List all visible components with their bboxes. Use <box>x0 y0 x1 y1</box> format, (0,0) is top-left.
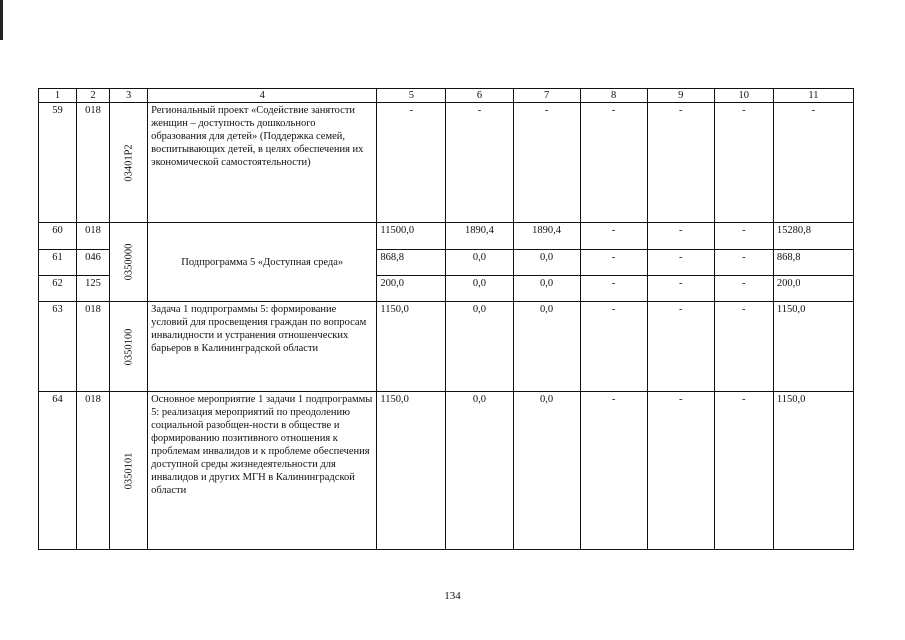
col-header: 4 <box>148 89 377 103</box>
value-cell: 0,0 <box>513 250 580 276</box>
row-number: 63 <box>39 302 77 392</box>
value-cell: - <box>714 250 773 276</box>
target-code-cell <box>110 103 148 223</box>
row-number: 62 <box>39 276 77 302</box>
value-cell: - <box>580 250 647 276</box>
value-cell: 200,0 <box>377 276 446 302</box>
grbs-code: 018 <box>77 103 110 223</box>
value-cell: - <box>377 103 446 223</box>
value-cell: - <box>513 103 580 223</box>
value-cell: - <box>773 103 853 223</box>
row-number: 64 <box>39 392 77 550</box>
target-code-cell <box>110 302 148 392</box>
value-cell: - <box>647 223 714 250</box>
value-cell: - <box>647 392 714 550</box>
value-cell: - <box>580 103 647 223</box>
table-row <box>39 223 854 250</box>
item-name: Подпрограмма 5 «Доступная среда» <box>148 223 377 302</box>
value-cell: 0,0 <box>446 392 513 550</box>
col-header: 10 <box>714 89 773 103</box>
value-cell: 868,8 <box>773 250 853 276</box>
value-cell: 1150,0 <box>377 302 446 392</box>
scan-edge-mark <box>0 0 3 40</box>
value-cell: 0,0 <box>446 302 513 392</box>
col-header: 5 <box>377 89 446 103</box>
value-cell: 1150,0 <box>773 392 853 550</box>
col-header: 2 <box>77 89 110 103</box>
target-code-cell <box>110 223 148 302</box>
value-cell: 0,0 <box>446 276 513 302</box>
column-number-row <box>39 89 854 103</box>
value-cell: - <box>714 276 773 302</box>
value-cell: 11500,0 <box>377 223 446 250</box>
value-cell: - <box>580 276 647 302</box>
target-code: 0350100 <box>123 328 135 365</box>
grbs-code: 125 <box>77 276 110 302</box>
value-cell: 868,8 <box>377 250 446 276</box>
value-cell: - <box>714 392 773 550</box>
value-cell: 200,0 <box>773 276 853 302</box>
value-cell: - <box>714 103 773 223</box>
value-cell: - <box>580 223 647 250</box>
target-code: 0350101 <box>123 452 135 489</box>
target-code: 0350000 <box>123 243 135 281</box>
value-cell: 1890,4 <box>513 223 580 250</box>
value-cell: 0,0 <box>513 276 580 302</box>
value-cell: - <box>580 302 647 392</box>
value-cell: 0,0 <box>513 302 580 392</box>
grbs-code: 046 <box>77 250 110 276</box>
col-header: 7 <box>513 89 580 103</box>
grbs-code: 018 <box>77 223 110 250</box>
col-header: 6 <box>446 89 513 103</box>
value-cell: 1150,0 <box>773 302 853 392</box>
value-cell: - <box>647 103 714 223</box>
table-row <box>39 103 854 223</box>
value-cell: - <box>580 392 647 550</box>
item-name: Основное мероприятие 1 задачи 1 подпрограммы 5: реализация мероприятий по преодолению социальной разобщен-ности в обществе и формированию позитивного отношения к проблемам инвалидов и к проблеме обеспечения доступной среды жизнедеятельности для инвалидов и других МГН в Калининградской области <box>148 392 377 550</box>
value-cell: 15280,8 <box>773 223 853 250</box>
value-cell: - <box>714 223 773 250</box>
value-cell: - <box>714 302 773 392</box>
col-header: 11 <box>773 89 853 103</box>
value-cell: 0,0 <box>446 250 513 276</box>
grbs-code: 018 <box>77 302 110 392</box>
col-header: 8 <box>580 89 647 103</box>
col-header: 1 <box>39 89 77 103</box>
value-cell: - <box>446 103 513 223</box>
row-number: 61 <box>39 250 77 276</box>
col-header: 9 <box>647 89 714 103</box>
table-row <box>39 392 854 550</box>
value-cell: 0,0 <box>513 392 580 550</box>
table-row <box>39 302 854 392</box>
row-number: 60 <box>39 223 77 250</box>
value-cell: 1890,4 <box>446 223 513 250</box>
target-code-cell <box>110 392 148 550</box>
row-number: 59 <box>39 103 77 223</box>
page-number: 134 <box>444 590 461 602</box>
item-name: Региональный проект «Содействие занятости женщин – доступность дошкольного образования для детей» (Поддержка семей, воспитывающих детей, в целях обеспечения их экономической самостоятельности) <box>148 103 377 223</box>
col-header: 3 <box>110 89 148 103</box>
value-cell: - <box>647 302 714 392</box>
budget-table <box>38 88 854 550</box>
value-cell: - <box>647 250 714 276</box>
item-name: Задача 1 подпрограммы 5: формирование условий для просвещения граждан по вопросам инвалидности и устранения отношенческих барьеров в Калининградской области <box>148 302 377 392</box>
grbs-code: 018 <box>77 392 110 550</box>
value-cell: - <box>647 276 714 302</box>
value-cell: 1150,0 <box>377 392 446 550</box>
target-code: 03401P2 <box>123 143 135 182</box>
